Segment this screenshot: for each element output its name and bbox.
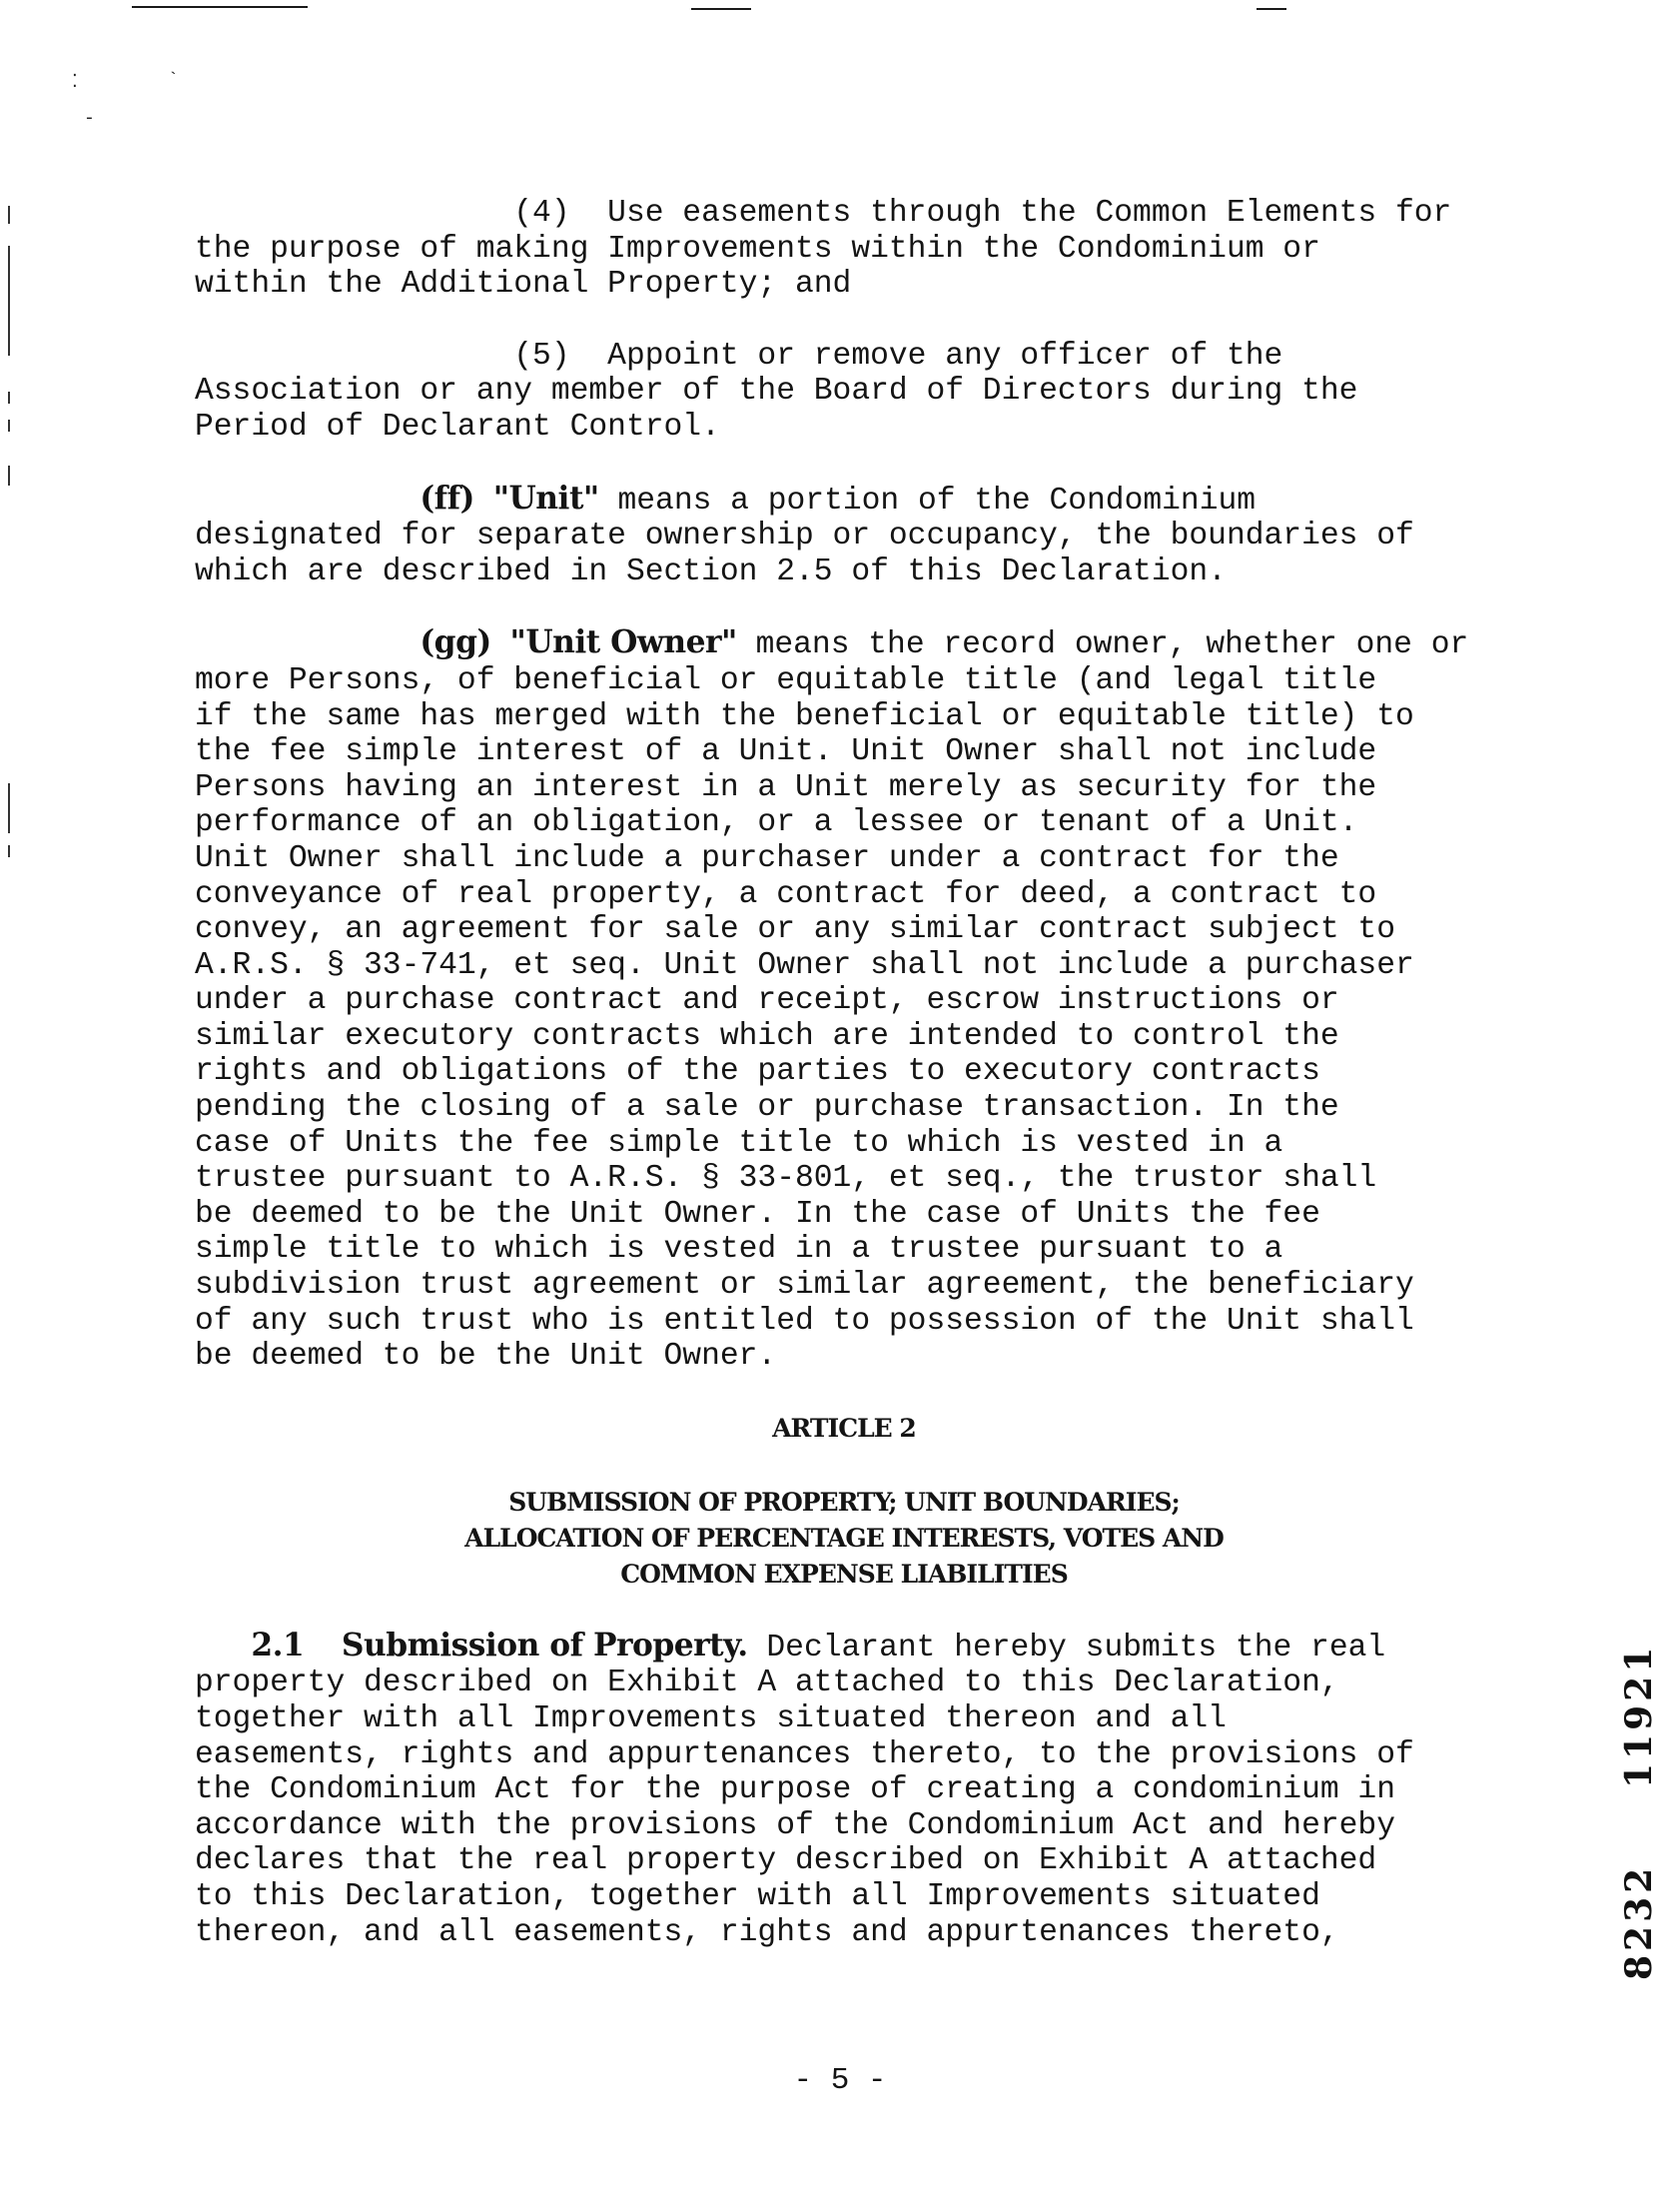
margin-tick [8, 420, 10, 432]
definition-unit-owner [195, 625, 1493, 1374]
recording-stamp-top: 11921 [1618, 1643, 1660, 1788]
section-2-1-text: Declarant hereby submits the real property described on Exhibit A attached to this Declaration, together with all Improvements situated thereon and all easements, rights and appurtenances thereto, to the provisions of the Condominium Act for the purpose of creating a condominium in accordance with the provisions of the Condominium Act and hereby declares that the real property described on Exhibit A attached to this Declaration, together with all Improvements situated thereon, and all easements, rights and appurtenances thereto, [195, 1630, 1414, 1950]
section-2-1 [195, 1629, 1493, 1950]
definition-unit [195, 482, 1493, 590]
scan-speck: ⁚ [72, 73, 78, 93]
margin-tick [8, 845, 10, 857]
article-subtitle: SUBMISSION OF PROPERTY; UNIT BOUNDARIES; ALLOCATION OF PERCENTAGE INTERESTS, VOTES AND COMMON EXPENSE LIABILITIES [464, 1487, 1224, 1589]
scan-rule-center [691, 8, 751, 10]
margin-tick [8, 783, 10, 833]
definition-unit-owner-term: "Unit Owner" [509, 624, 737, 661]
section-2-1-number: 2.1 [251, 1627, 305, 1663]
definition-unit-label: (ff) [420, 480, 474, 517]
paragraph-4: (4) Use easements through the Common Elements for the purpose of making Improvements within the Condominium or within the Additional Property; and [195, 196, 1452, 303]
paragraph-5: (5) Appoint or remove any officer of the Association or any member of the Board of Directors during the Period of Declarant Control. [195, 338, 1358, 445]
scan-speck: - [84, 109, 95, 129]
definition-unit-owner-label: (gg) [420, 624, 491, 661]
article-title: ARTICLE 2 [772, 1413, 916, 1443]
definition-unit-owner-text: means the record owner, whether one or more Persons, of beneficial or equitable title (and legal title if the same has merged with the beneficial or equitable title) to the fee simple interest of a Unit. Unit Owner shall not include Persons having an interest in a Unit merely as security for the performance of an obligation, or a lessee or tenant of a Unit. Unit Owner shall include a purchaser under a contract for the conveyance of real property, a contract for deed, a contract to convey, an agreement for sale or any similar contract subject to A.R.S. § 33-741, et seq. Unit Owner shall not include a purchaser under a purchase contract and receipt, escrow instructions or similar executory contracts which are intended to control the rights and obligations of the parties to executory contracts pending the closing of a sale or purchase transaction. In the case of Units the fee simple title to which is vested in a trustee pursuant to A.R.S. § 33-801, et seq., the trustor shall be deemed to be the Unit Owner. In the case of Units the fee simple title to which is vested in a trustee pursuant to a subdivision trust agreement or similar agreement, the beneficiary of any such trust who is entitled to possession of the Unit shall be deemed to be the Unit Owner. [195, 627, 1469, 1375]
definition-unit-term: "Unit" [492, 480, 599, 517]
scan-speck: ` [168, 71, 179, 91]
margin-tick [8, 206, 10, 224]
scan-rule-right [1257, 8, 1286, 10]
recording-stamp-bottom: 8232 [1618, 1863, 1660, 1980]
document-body [195, 196, 1493, 1986]
margin-tick [8, 466, 10, 486]
margin-tick [8, 246, 10, 356]
definition-unit-text: means a portion of the Condominium designated for separate ownership or occupancy, the boundaries of which are described in Section 2.5 of this Declaration. [195, 483, 1414, 589]
scan-rule-left [132, 6, 308, 8]
page-number: - 5 - [793, 2063, 887, 2098]
margin-tick [8, 392, 10, 404]
section-2-1-title: Submission of Property. [341, 1627, 748, 1663]
